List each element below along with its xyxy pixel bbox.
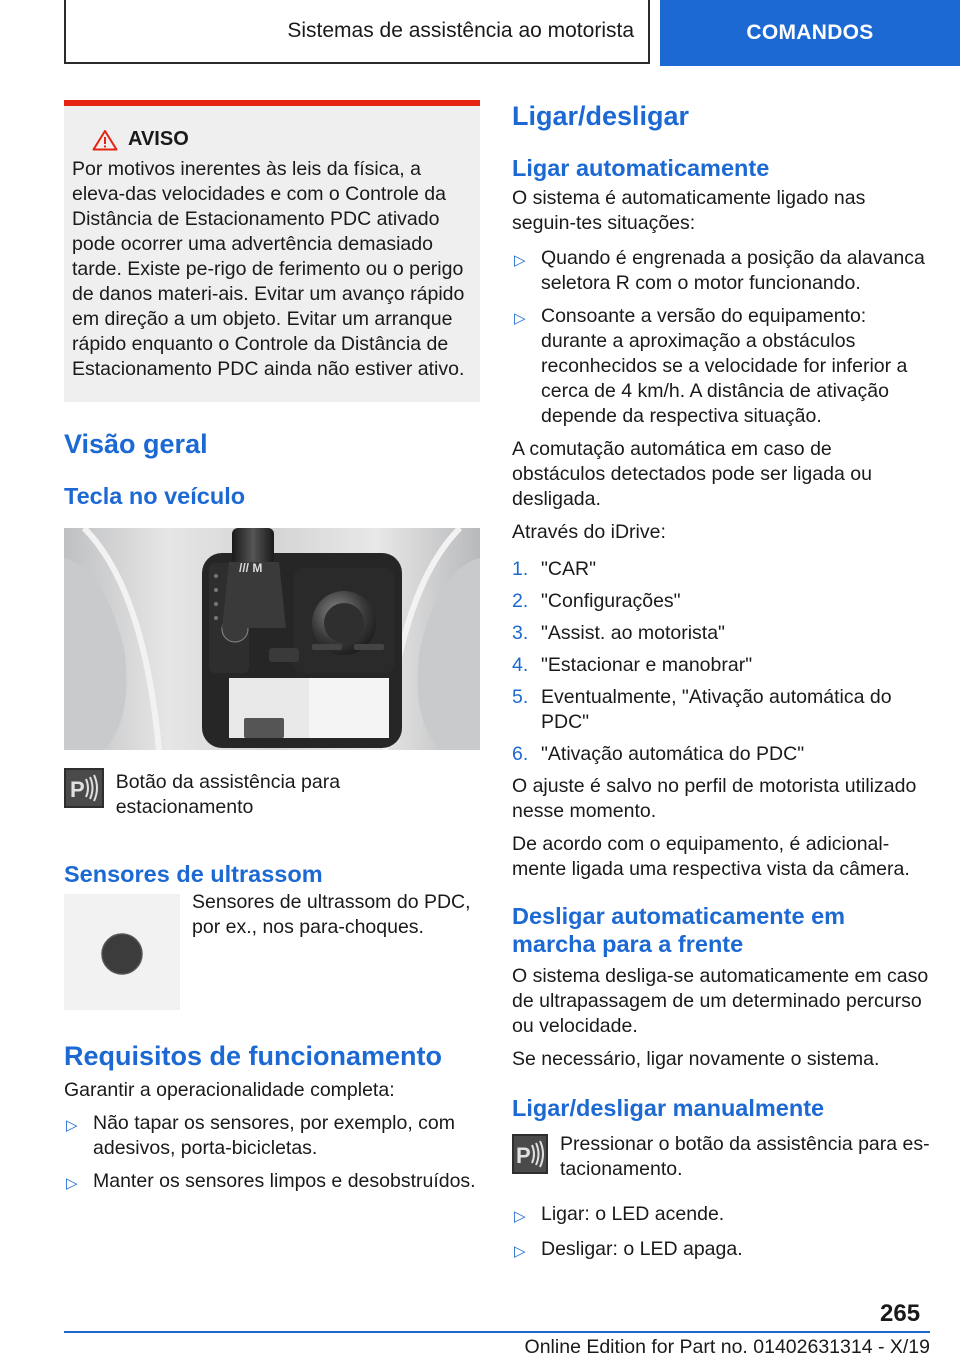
ligar-auto-heading: Ligar automaticamente <box>512 155 770 181</box>
ajuste-text: O ajuste é salvo no perfil de motorista utilizado nesse momento. <box>512 775 917 822</box>
button-caption-row <box>64 768 480 820</box>
list-item: 3. "Assist. ao motorista" <box>512 622 725 644</box>
list-item: ▷ Quando é engrenada a posição da alavanca seletora R com o motor funcionando. <box>514 247 925 294</box>
list-item: ▷ Desligar: o LED apaga. <box>512 1237 930 1264</box>
list-item: 6. "Ativação automática do PDC" <box>512 743 805 765</box>
list-item: ▷ Manter os sensores limpos e desobstruídos. <box>64 1169 480 1196</box>
bullet-triangle-icon: ▷ <box>514 252 526 269</box>
bullet-triangle-icon: ▷ <box>66 1175 78 1192</box>
ligar-auto-intro: O sistema é automaticamente ligado nas seguin-tes situações: <box>512 187 866 234</box>
acordo-text: De acordo com o equipamento, é adicional-mente ligada uma respectiva vista da câmera. <box>512 833 910 880</box>
comutacao-text: A comutação automática em caso de obstáculos detectados pode ser ligada ou desligada. <box>512 438 872 510</box>
requisitos-list <box>64 1111 480 1196</box>
svg-text:P: P <box>69 777 85 802</box>
sensor-row <box>64 890 480 1010</box>
manual-row <box>512 1132 930 1182</box>
warning-text: Por motivos inerentes às leis da física, a eleva-das velocidades e com o Controle da Distância de Estacionamento PDC ativado pode ocorrer uma advertência demasiado tarde. Existe pe-rigo de ferimento ou o perigo de danos materi-ais. Evitar um avanço rápido em direção a um objeto. Evitar um arranque rápido enquanto o Controle da Distância de Estacionamento PDC ainda não estiver ativo. <box>72 158 465 380</box>
desligar-auto-heading: Desligar automaticamente em marcha para a frente <box>512 903 846 957</box>
list-item: ▷ Consoante a versão do equipamento: durante a aproximação a obstáculos reconhecidos se a velocidade for inferior a cerca de 4 km/h. A distância de ativação depende da respectiva situação. <box>514 305 908 427</box>
list-item: ▷ Ligar: o LED acende. <box>512 1202 930 1229</box>
bullet-triangle-icon: ▷ <box>514 1208 526 1225</box>
svg-text:/// M: /// M <box>239 561 263 575</box>
manual-text: Pressionar o botão da assistência para es-tacionamento. <box>560 1133 930 1180</box>
requisitos-intro: Garantir a operacionalidade completa: <box>64 1079 395 1101</box>
idrive-text: Através do iDrive: <box>512 521 666 543</box>
list-item: 5. Eventualmente, "Ativação automática do PDC" <box>512 686 892 733</box>
list-item: 4. "Estacionar e manobrar" <box>512 654 753 676</box>
ligar-desligar-heading: Ligar/desligar <box>512 101 690 131</box>
bullet-triangle-icon: ▷ <box>514 1243 526 1260</box>
warning-heading <box>92 128 470 151</box>
section-title: Sistemas de assistência ao motorista <box>64 0 650 64</box>
list-item: ▷ Não tapar os sensores, por exemplo, com adesivos, porta-bicicletas. <box>66 1112 456 1159</box>
warning-triangle-icon <box>92 129 118 151</box>
bullet-triangle-icon: ▷ <box>514 310 526 327</box>
right-column <box>512 100 930 1272</box>
list-item: 1. "CAR" <box>512 558 597 580</box>
tecla-heading: Tecla no veículo <box>64 483 246 509</box>
warning-box <box>64 100 480 402</box>
list-item: 2. "Configurações" <box>512 590 681 612</box>
chapter-tab: COMANDOS <box>660 0 960 66</box>
manual-list <box>512 1202 930 1264</box>
warning-title: AVISO <box>128 128 189 150</box>
sensores-heading: Sensores de ultrassom <box>64 861 323 887</box>
visao-geral-heading: Visão geral <box>64 429 208 459</box>
bullet-triangle-icon: ▷ <box>66 1117 78 1134</box>
parking-assist-icon <box>512 1134 548 1174</box>
ultrasonic-sensor-image <box>64 894 180 1010</box>
sensores-text: Sensores de ultrassom do PDC, por ex., nos para-choques. <box>192 891 471 938</box>
edition-footer: Online Edition for Part no. 01402631314 - X/19 <box>524 1336 930 1358</box>
requisitos-heading: Requisitos de funcionamento <box>64 1041 443 1071</box>
left-column <box>64 100 480 1204</box>
idrive-steps <box>512 557 930 767</box>
page-header <box>0 0 960 66</box>
desligar-auto-text: O sistema desliga-se automaticamente em caso de ultrapassagem de um determinado percurso ou velocidade. <box>512 965 929 1037</box>
page-number: 265 <box>880 1300 921 1327</box>
manual-heading: Ligar/desligar manualmente <box>512 1095 825 1121</box>
gear-console-photo <box>64 528 480 750</box>
necessario-text: Se necessário, ligar novamente o sistema. <box>512 1048 880 1070</box>
footer-divider <box>64 1331 930 1333</box>
svg-text:P: P <box>516 1143 531 1168</box>
button-caption: Botão da assistência para estacionamento <box>115 771 341 818</box>
ligar-auto-list <box>512 246 930 429</box>
parking-assist-icon <box>64 768 104 808</box>
